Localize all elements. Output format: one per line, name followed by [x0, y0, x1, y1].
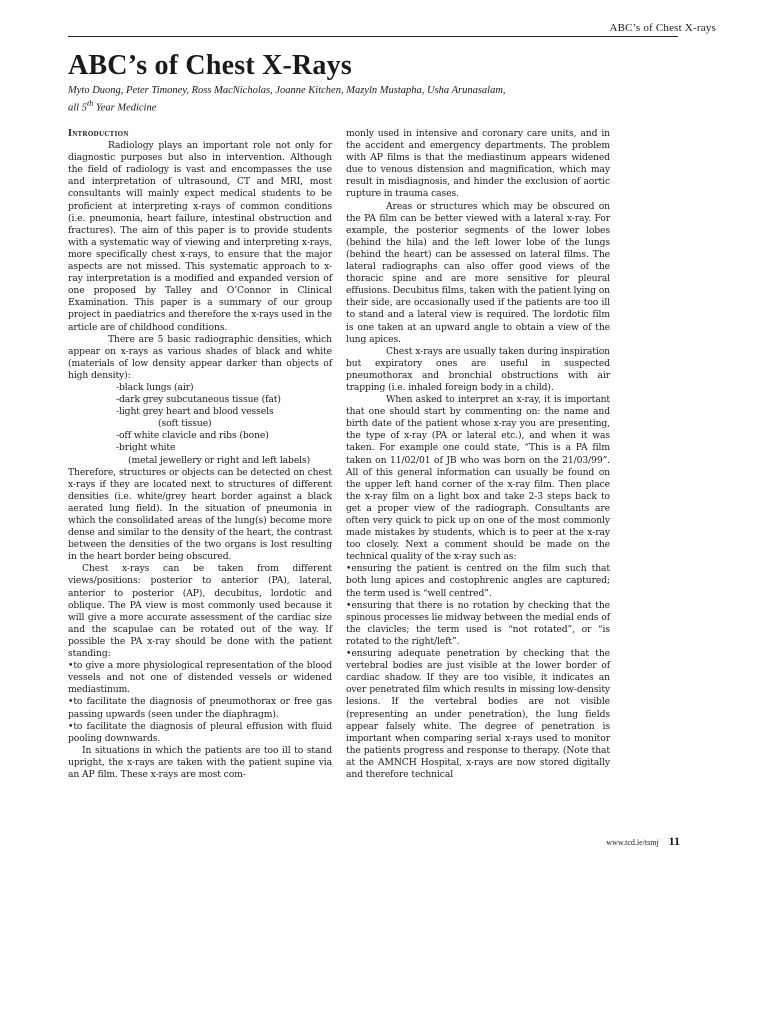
- author-names: Myto Duong, Peter Timoney, Ross MacNicholas, Joanne Kitchen, Mazyln Mustapha, Usha Arunasalam,: [68, 85, 506, 96]
- article-title: ABC’s of Chest X-Rays: [68, 50, 352, 81]
- right-column: [346, 128, 610, 781]
- intro-paragraph-4: Chest x-rays can be taken from different views/positions: posterior to anterior (PA), lateral, anterior to posterior (AP), decubitus, lordotic and oblique. The PA view is most commonly used because it will give a more accurate assessment of the cardiac size and the scapulae can be rotated out of the way. If possible the PA x-ray should be done with the patient standing:: [68, 563, 332, 660]
- technical-quality-list: [346, 563, 610, 781]
- list-item: • to give a more physiological representation of the blood vessels and not one of distended vessels or widened mediastinum.: [68, 660, 332, 696]
- density-item: -bright white: [116, 442, 176, 454]
- header-rule: [68, 36, 678, 37]
- section-heading-introduction: Introduction: [68, 128, 129, 139]
- intro-paragraph-5: In situations in which the patients are too ill to stand upright, the x-rays are taken with the patient supine via an AP film. These x-rays are most com-: [68, 744, 332, 780]
- intro-paragraph-3: Therefore, structures or objects can be detected on chest x-rays if they are located next to structures of different densities (i.e. white/grey heart border against a black aerated lung field). In the situation of pneumonia in which the consolidated areas of the lung(s) become more dense and similar to the density of the heart, the contrast between the densities of the two organs is lost resulting in the heart border being obscured.: [68, 466, 332, 563]
- author-year-sup: th: [86, 99, 94, 108]
- density-item: -black lungs (air): [116, 381, 194, 393]
- intro-paragraph-2: There are 5 basic radiographic densities, which appear on x-rays as various shades of black and white (materials of low density appear darker than objects of high density):: [68, 333, 332, 381]
- author-year-suffix: Year Medicine: [93, 102, 157, 114]
- page-footer: [560, 832, 680, 850]
- density-item: (metal jewellery or right and left labels): [128, 454, 311, 466]
- list-item: • to facilitate the diagnosis of pneumothorax or free gas passing upwards (seen under the diaphragm).: [68, 696, 332, 720]
- list-item: • ensuring that there is no rotation by checking that the spinous processes lie midway between the medial ends of the clavicles; the term used is “not rotated”, or “is rotated to the right/left”.: [346, 600, 610, 648]
- author-year-prefix: all 5: [68, 102, 87, 114]
- running-head: ABC’s of Chest X-rays: [609, 22, 716, 34]
- body-paragraph-4: When asked to interpret an x-ray, it is important that one should start by commenting on: the name and birth date of the patient whose x-ray you are presenting, the type of x-ray (PA or lateral etc.), and when it was taken. For example one could state, “This is a PA film taken on 11/02/01 of JB who was born on the 21/03/99”. All of this general information can usually be found on the upper left hand corner of the x-ray film. Then place the x-ray film on a light box and take 2-3 steps back to get a proper view of the radiograph. Consultants are often very quick to pick up on one of the most commonly made mistakes by students, which is to peer at the x-ray too closely. Next a comment should be made on the technical quality of the x-ray such as:: [346, 394, 610, 563]
- page-number: 11: [668, 834, 680, 848]
- journal-url: www.tcd.ie/tsmj: [606, 838, 659, 847]
- body-paragraph-3: Chest x-rays are usually taken during inspiration but expiratory ones are useful in suspected pneumothorax and bronchial obstructions with air trapping (i.e. inhaled foreign body in a child).: [346, 345, 610, 393]
- body-paragraph-1: monly used in intensive and coronary care units, and in the accident and emergency departments. The problem with AP films is that the mediastinum appears widened due to venous distension and magnification, which may result in misdiagnosis, and hinder the exclusion of aortic rupture in trauma cases.: [346, 128, 610, 200]
- standing-reasons-list: [68, 660, 332, 745]
- left-column: [68, 128, 332, 781]
- density-item: -dark grey subcutaneous tissue (fat): [116, 394, 281, 406]
- density-item: -off white clavicle and ribs (bone): [116, 430, 269, 442]
- list-item: • ensuring adequate penetration by checking that the vertebral bodies are just visible at the lower border of cardiac shadow. If they are too visible, it indicates an over penetrated film which results in missing low-density lesions. If the vertebral bodies are not visible (representing an under penetration), the lung fields appear falsely white. The degree of penetration is important when comparing serial x-rays used to monitor the patients progress and response to therapy. (Note that at the AMNCH Hospital, x-rays are now stored digitally and therefore technical: [346, 648, 610, 781]
- density-list: [68, 382, 332, 467]
- density-item: -light grey heart and blood vessels: [116, 406, 274, 418]
- list-item: • ensuring the patient is centred on the film such that both lung apices and costophrenic angles are captured; the term used is “well centred”.: [346, 563, 610, 599]
- author-line: [68, 84, 628, 115]
- intro-paragraph-1: Radiology plays an important role not only for diagnostic purposes but also in intervention. Although the field of radiology is vast and encompasses the use and interpretation of ultrasound, CT and MRI, most consultants will mainly expect medical students to be proficient at interpreting x-rays of common conditions (i.e. pneumonia, heart failure, intestinal obstruction and fractures). The aim of this paper is to provide students with a systematic way of viewing and interpreting x-rays, more specifically chest x-rays, to ensure that the major aspects are not missed. This systematic approach to x-ray interpretation is a modified and expanded version of one proposed by Talley and O’Connor in Clinical Examination. This paper is a summary of our group project in paediatrics and therefore the x-rays used in the article are of childhood conditions.: [68, 140, 332, 333]
- density-item: (soft tissue): [158, 418, 212, 430]
- list-item: • to facilitate the diagnosis of pleural effusion with fluid pooling downwards.: [68, 721, 332, 745]
- body-paragraph-2: Areas or structures which may be obscured on the PA film can be better viewed with a lateral x-ray. For example, the posterior segments of the lower lobes (behind the hila) and the left lower lobe of the lungs (behind the heart) can be assessed on lateral films. The lateral radiographs can also offer good views of the thoracic spine and are more sensitive for pleural effusions. Decubitus films, taken with the patient lying on their side, are occasionally used if the patients are too ill to stand and a lateral view is required. The lordotic film is one taken at an upward angle to obtain a view of the lung apices.: [346, 200, 610, 345]
